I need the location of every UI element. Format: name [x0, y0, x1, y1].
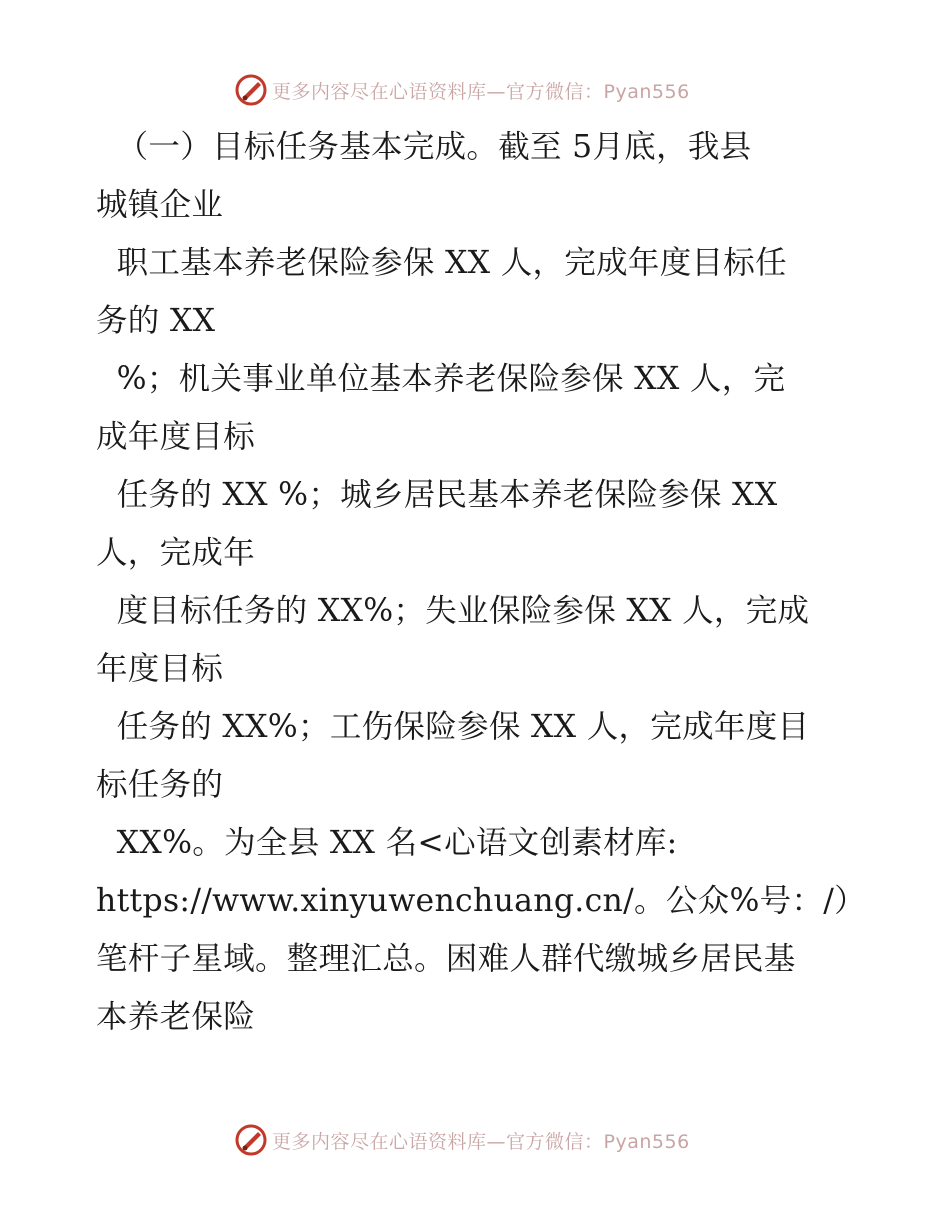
- text-line: 年度目标: [96, 651, 224, 687]
- text-line: 本养老保险: [96, 999, 256, 1035]
- header-banner: [0, 72, 950, 108]
- text-line: 城镇企业: [96, 187, 224, 223]
- text-line: 标任务的: [96, 767, 224, 803]
- footer-banner-text: 更多内容尽在心语资料库—官方微信：Pyan556: [272, 1130, 690, 1153]
- document-body: [96, 118, 866, 1046]
- text-line: https://www.xinyuwenchuang.cn/。公众%号：/）: [96, 883, 866, 919]
- text-line: XX%。为全县 XX 名<心语文创素材库:: [96, 825, 678, 861]
- text-line: 成年度目标: [96, 419, 256, 455]
- header-banner-text: 更多内容尽在心语资料库—官方微信：Pyan556: [272, 80, 690, 103]
- text-line: 笔杆子星域。整理汇总。困难人群代缴城乡居民基: [96, 941, 796, 977]
- text-line: %；机关事业单位基本养老保险参保 XX 人，完: [96, 361, 786, 397]
- text-line: 务的 XX: [96, 303, 216, 339]
- quill-ink-logo-icon: [234, 73, 268, 107]
- text-line: 职工基本养老保险参保 XX 人，完成年度目标任: [96, 245, 787, 281]
- text-line: （一）目标任务基本完成。截至 5月底，我县: [96, 129, 752, 165]
- text-line: 任务的 XX %；城乡居民基本养老保险参保 XX: [96, 477, 778, 513]
- quill-ink-logo-icon: [234, 1123, 268, 1157]
- text-line: 人，完成年: [96, 535, 256, 571]
- text-line: 任务的 XX%；工伤保险参保 XX 人，完成年度目: [96, 709, 810, 745]
- text-line: 度目标任务的 XX%；失业保险参保 XX 人，完成: [96, 593, 810, 629]
- footer-banner: [0, 1122, 950, 1158]
